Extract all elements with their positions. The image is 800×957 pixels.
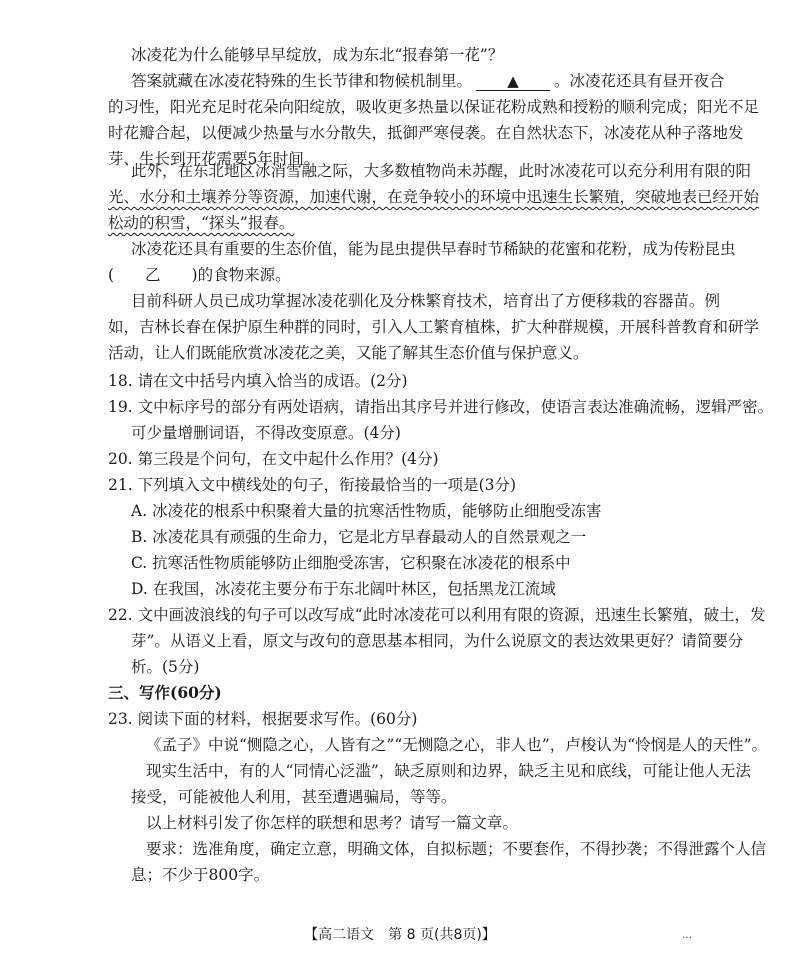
material-line-1: 《孟子》中说“恻隐之心，人皆有之”“无恻隐之心，非人也”，卢梭认为“怜悯是人的天性”。 [146, 736, 768, 754]
question-21-option-a: A. 冰凌花的根系中积聚着大量的抗寒活性物质，能够防止细胞受冻害 [131, 502, 602, 520]
passage-text: 答案就藏在冰凌花特殊的生长节律和物候机制里。 [131, 72, 473, 90]
requirements-line-1: 要求：选准角度，确定立意，明确文体，自拟标题；不要套作，不得抄袭；不得泄露个人信 [146, 840, 767, 858]
wavy-underlined-sentence-line-2: 松动的积雪，“探头”报春。 [108, 214, 295, 232]
wavy-underlined-sentence-line-1: 光、水分和土壤养分等资源，加速代谢，在竞争较小的环境中迅速生长繁殖，突破地表已经开始 [108, 188, 760, 206]
passage-paragraph-2-line-1 [131, 70, 725, 92]
corner-mark: … [682, 930, 692, 941]
answer-blank [476, 73, 550, 91]
question-21: 21. 下列填入文中横线处的句子，衔接最恰当的一项是(3分) [108, 476, 517, 494]
material-line-2: 现实生活中，有的人“同情心泛滥”，缺乏原则和边界，缺乏主见和底线，可能让他人无法 [146, 762, 751, 780]
question-19-line-1: 19. 文中标序号的部分有两处语病，请指出其序号并进行修改，使语言表达准确流畅，逻辑严密。 [108, 398, 774, 416]
material-line-3: 接受，可能被他人利用，甚至遭遇骗局，等等。 [131, 788, 457, 806]
question-21-option-d: D. 在我国，冰凌花主要分布于东北阔叶林区，包括黑龙江流域 [131, 580, 556, 598]
passage-paragraph-3-line-3 [108, 212, 294, 234]
requirements-line-2: 息；不少于800字。 [131, 866, 270, 884]
passage-paragraph-2-line-3: 时花瓣合起，以便减少热量与水分散失，抵御严寒侵袭。在自然状态下，冰凌花从种子落地发 [108, 124, 744, 142]
passage-paragraph-3-line-1: 此外，在东北地区冰消雪融之际，大多数植物尚未苏醒，此时冰凌花可以充分利用有限的阳 [131, 162, 752, 180]
passage-paragraph-2-line-4: 芽、生长到开花需要5年时间。 [108, 150, 320, 168]
passage-text: 。冰凌花还具有昼开夜合 [554, 72, 725, 90]
question-21-option-c: C. 抗寒活性物质能够防止细胞受冻害，它积聚在冰凌花的根系中 [131, 554, 571, 572]
passage-paragraph-5-line-3: 活动，让人们既能欣赏冰凌花之美，又能了解其生态价值与保护意义。 [108, 344, 589, 362]
question-20: 20. 第三段是个问句，在文中起什么作用？(4分) [108, 450, 439, 468]
question-19-line-2: 可少量增删词语，不得改变原意。(4分) [131, 424, 401, 442]
question-22-line-2: 芽”。从语义上看，原文与改句的意思基本相同，为什么说原文的表达效果更好？请简要分 [131, 632, 744, 650]
passage-question-line: 冰凌花为什么能够早早绽放，成为东北“报春第一花”？ [131, 46, 504, 64]
question-18: 18. 请在文中括号内填入恰当的成语。(2分) [108, 372, 408, 390]
passage-paragraph-4-line-2: ( 乙 )的食物来源。 [108, 266, 291, 284]
question-23: 23. 阅读下面的材料，根据要求写作。(60分) [108, 710, 418, 728]
page-footer: 【高二语文 第 8 页(共8页)】 [304, 927, 496, 943]
question-22-line-3: 析。(5分) [131, 658, 200, 676]
question-22-line-1: 22. 文中画波浪线的句子可以改写成“此时冰凌花可以利用有限的资源，迅速生长繁殖，破土，发 [108, 606, 766, 624]
question-21-option-b: B. 冰凌花具有顽强的生命力，它是北方早春最动人的自然景观之一 [131, 528, 587, 546]
passage-paragraph-5-line-1: 目前科研人员已成功掌握冰凌花驯化及分株繁育技术，培育出了方便移栽的容器苗。例 [131, 292, 721, 310]
section-title-writing: 三、写作(60分) [108, 683, 222, 702]
passage-paragraph-4-line-1: 冰凌花还具有重要的生态价值，能为昆虫提供早春时节稀缺的花蜜和花粉，成为传粉昆虫 [131, 240, 736, 258]
passage-paragraph-5-line-2: 如，吉林长春在保护原生种群的同时，引入人工繁育植株，扩大种群规模，开展科普教育和研学 [108, 318, 760, 336]
triangle-marker-icon: ▲ [507, 72, 519, 90]
passage-paragraph-2-line-2: 的习性，阳光充足时花朵向阳绽放，吸收更多热量以保证花粉成熟和授粉的顺利完成；阳光不足 [108, 98, 760, 116]
writing-prompt: 以上材料引发了你怎样的联想和思考？请写一篇文章。 [146, 814, 519, 832]
